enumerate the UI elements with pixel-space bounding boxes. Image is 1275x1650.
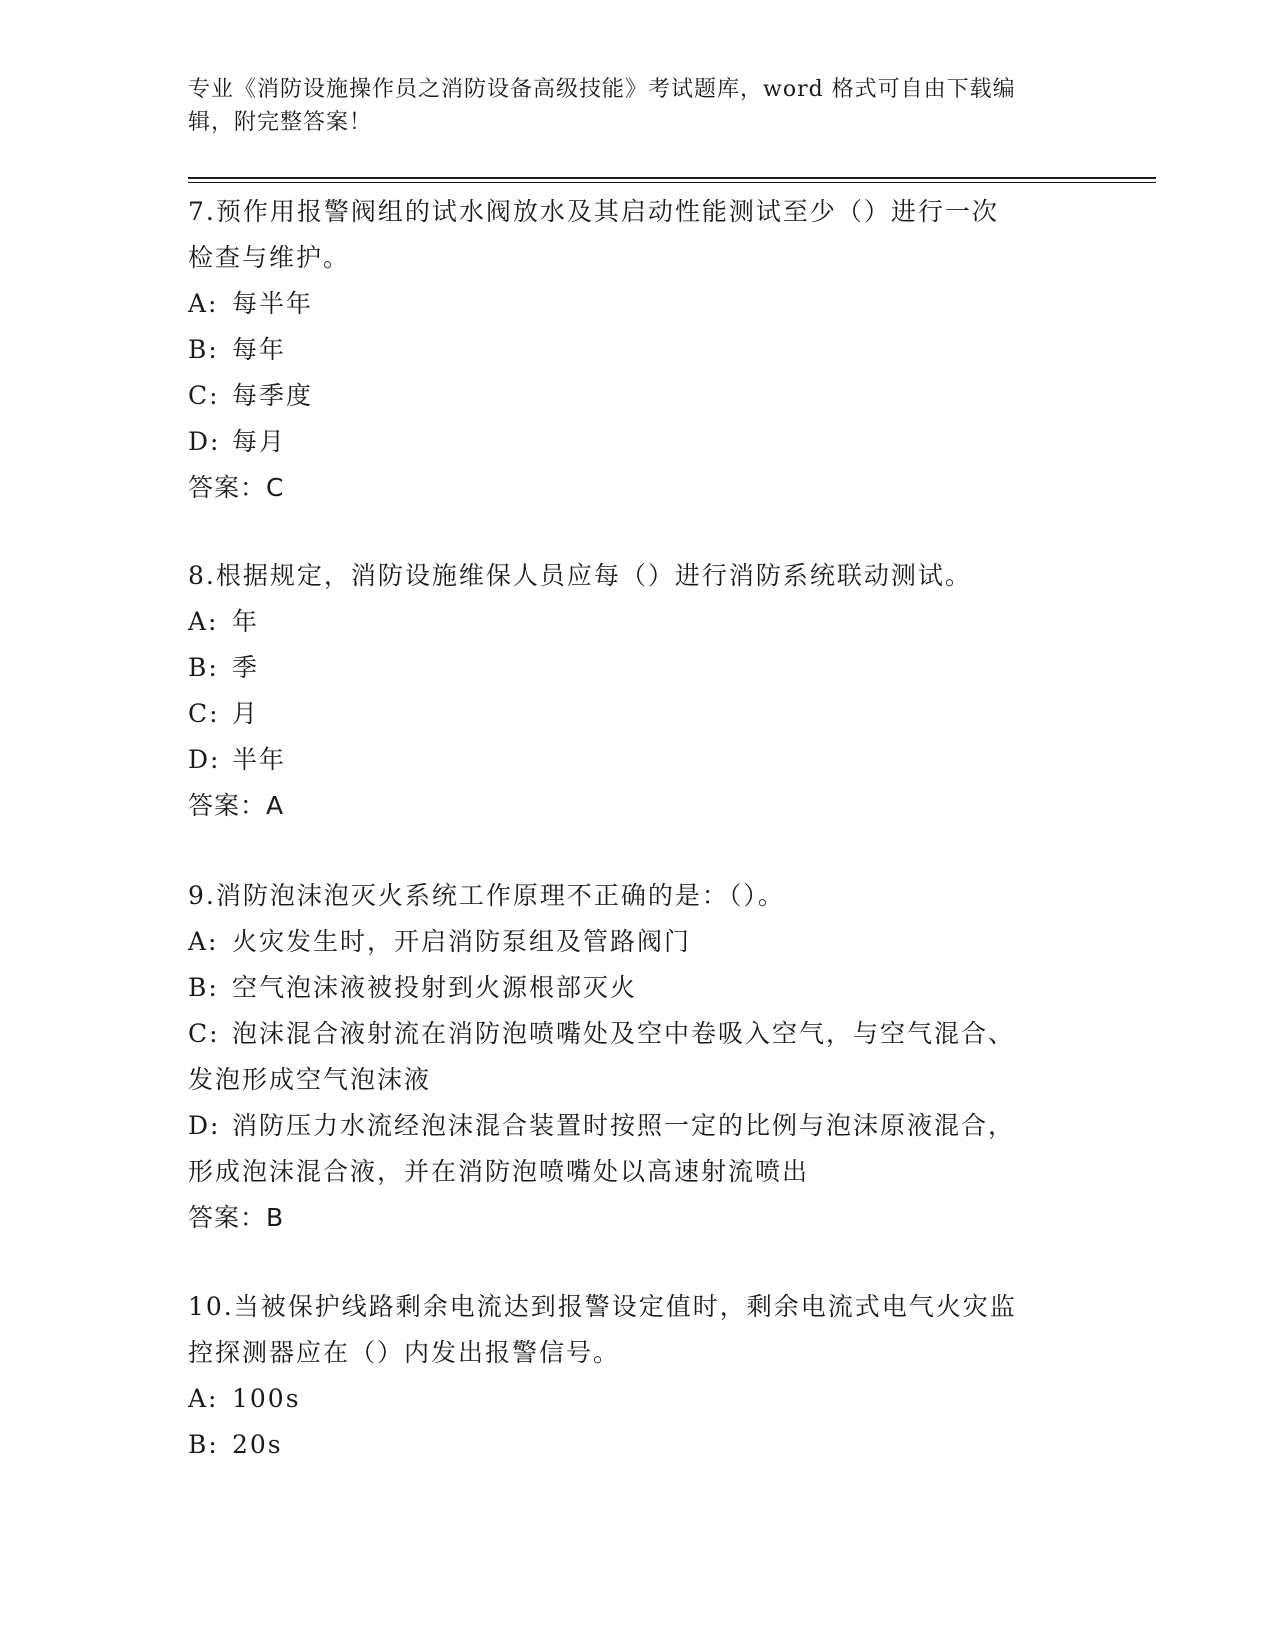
option-letter: C: xyxy=(188,381,220,410)
option-letter: A: xyxy=(188,1384,219,1413)
option-text: 20s xyxy=(232,1430,283,1459)
option-a xyxy=(188,1376,1068,1422)
option-letter: C: xyxy=(188,699,220,728)
question-8 xyxy=(188,553,1068,829)
header-line-1: 专业《消防设施操作员之消防设备高级技能》考试题库，word 格式可自由下载编 xyxy=(188,77,1016,102)
option-letter: B: xyxy=(188,335,219,364)
option-c-continued: 发泡形成空气泡沫液 xyxy=(188,1065,432,1094)
option-c xyxy=(188,691,1068,737)
header-divider-thick xyxy=(188,177,1156,179)
question-text-line-1: 根据规定，消防设施维保人员应每（）进行消防系统联动测试。 xyxy=(215,561,972,590)
question-text-line-1: 消防泡沫泡灭火系统工作原理不正确的是：（）。 xyxy=(215,881,785,910)
option-text: 月 xyxy=(232,699,260,728)
option-d-continued: 形成泡沫混合液，并在消防泡喷嘴处以高速射流喷出 xyxy=(188,1157,810,1186)
option-text: 空气泡沫液被投射到火源根部灭火 xyxy=(232,973,638,1002)
option-text: 每年 xyxy=(232,335,287,364)
question-text-line-2: 检查与维护。 xyxy=(188,243,351,272)
option-c xyxy=(188,373,1068,419)
option-text: 年 xyxy=(232,607,260,636)
question-10 xyxy=(188,1284,1068,1468)
option-d xyxy=(188,1103,1068,1149)
answer-line: 答案：A xyxy=(188,791,285,820)
option-b xyxy=(188,645,1068,691)
question-7 xyxy=(188,189,1068,511)
question-text-line-1: 当被保护线路剩余电流达到报警设定值时，剩余电流式电气火灾监 xyxy=(233,1292,1017,1321)
question-9 xyxy=(188,873,1068,1241)
option-letter: D: xyxy=(188,427,221,456)
option-a xyxy=(188,919,1068,965)
option-text: 泡沫混合液射流在消防泡喷嘴处及空中卷吸入空气，与空气混合、 xyxy=(232,1019,1016,1048)
option-text: 季 xyxy=(232,653,260,682)
question-text xyxy=(188,1284,1068,1330)
question-text-line-2: 控探测器应在（）内发出报警信号。 xyxy=(188,1338,621,1367)
question-number: 7. xyxy=(188,197,216,226)
option-letter: B: xyxy=(188,1430,219,1459)
option-text: 每月 xyxy=(232,427,287,456)
option-letter: A: xyxy=(188,607,219,636)
option-d xyxy=(188,737,1068,783)
question-number: 9. xyxy=(188,881,216,910)
answer-line: 答案：C xyxy=(188,473,285,502)
option-letter: B: xyxy=(188,653,219,682)
option-text: 消防压力水流经泡沫混合装置时按照一定的比例与泡沫原液混合， xyxy=(232,1111,1016,1140)
option-letter: D: xyxy=(188,745,221,774)
header-line-2: 辑，附完整答案！ xyxy=(188,110,373,135)
question-number: 8. xyxy=(188,561,216,590)
option-letter: D: xyxy=(188,1111,221,1140)
option-text: 火灾发生时，开启消防泵组及管路阀门 xyxy=(232,927,692,956)
option-c xyxy=(188,1011,1068,1057)
option-text: 每季度 xyxy=(232,381,314,410)
option-b xyxy=(188,965,1068,1011)
option-b xyxy=(188,1422,1068,1468)
option-text: 半年 xyxy=(232,745,287,774)
option-letter: C: xyxy=(188,1019,220,1048)
option-text: 100s xyxy=(232,1384,301,1413)
header-divider-thin xyxy=(188,182,1156,183)
question-text-line-1: 预作用报警阀组的试水阀放水及其启动性能测试至少（）进行一次 xyxy=(215,197,999,226)
answer-line: 答案：B xyxy=(188,1203,285,1232)
option-d xyxy=(188,419,1068,465)
question-number: 10. xyxy=(188,1292,234,1321)
option-text: 每半年 xyxy=(232,289,314,318)
option-letter: A: xyxy=(188,289,219,318)
option-a xyxy=(188,599,1068,645)
option-letter: B: xyxy=(188,973,219,1002)
option-b xyxy=(188,327,1068,373)
option-a xyxy=(188,281,1068,327)
question-text xyxy=(188,873,1068,919)
document-header xyxy=(188,73,1068,139)
question-text xyxy=(188,553,1068,599)
option-letter: A: xyxy=(188,927,219,956)
question-text xyxy=(188,189,1068,235)
